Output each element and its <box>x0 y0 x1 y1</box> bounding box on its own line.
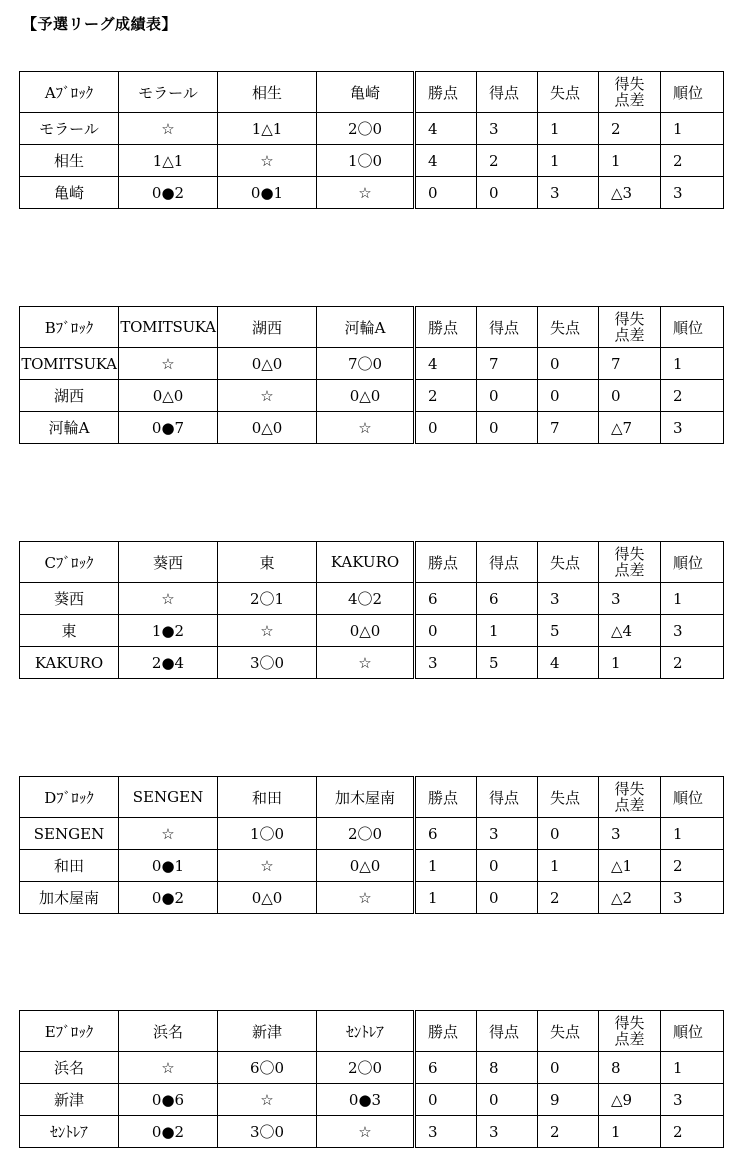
goals-for-header: 得点 <box>477 72 538 113</box>
rank-header: 順位 <box>661 1011 724 1052</box>
points-value: 0 <box>415 177 477 209</box>
goals-against-header: 失点 <box>538 72 599 113</box>
match-result: 6〇0 <box>218 1052 317 1084</box>
goals-for-value: 8 <box>477 1052 538 1084</box>
team-name: 東 <box>20 615 119 647</box>
goals-for-value: 0 <box>477 850 538 882</box>
match-result: 2〇0 <box>317 113 415 145</box>
block-a-table <box>19 71 724 209</box>
goals-for-value: 0 <box>477 412 538 444</box>
table-row <box>20 850 724 882</box>
goals-against-value: 0 <box>538 380 599 412</box>
goals-for-value: 0 <box>477 380 538 412</box>
goal-diff-value: △1 <box>599 850 661 882</box>
goals-against-value: 1 <box>538 113 599 145</box>
match-result: 0△0 <box>317 615 415 647</box>
block-label: Cﾌﾞﾛｯｸ <box>20 542 119 583</box>
opponent-header: 和田 <box>218 777 317 818</box>
goals-against-header: 失点 <box>538 307 599 348</box>
goal-diff-value: 1 <box>599 1116 661 1148</box>
goal-diff-value: △7 <box>599 412 661 444</box>
goals-against-header: 失点 <box>538 1011 599 1052</box>
match-result: ☆ <box>218 850 317 882</box>
match-result: 0△0 <box>119 380 218 412</box>
goals-for-value: 3 <box>477 1116 538 1148</box>
points-value: 2 <box>415 380 477 412</box>
team-name: SENGEN <box>20 818 119 850</box>
block-label: Aﾌﾞﾛｯｸ <box>20 72 119 113</box>
match-result: 0●2 <box>119 1116 218 1148</box>
match-result: 0●3 <box>317 1084 415 1116</box>
match-result: ☆ <box>119 1052 218 1084</box>
goal-diff-header-text: 点差 <box>614 560 645 579</box>
match-result: 1〇0 <box>218 818 317 850</box>
rank-header: 順位 <box>661 72 724 113</box>
rank-value: 2 <box>661 1116 724 1148</box>
goals-against-value: 7 <box>538 412 599 444</box>
points-header: 勝点 <box>415 307 477 348</box>
goal-diff-value: 2 <box>599 113 661 145</box>
goal-diff-value: 0 <box>599 380 661 412</box>
rank-value: 1 <box>661 1052 724 1084</box>
goals-for-header: 得点 <box>477 542 538 583</box>
match-result: ☆ <box>218 145 317 177</box>
table-row <box>20 647 724 679</box>
team-name: 浜名 <box>20 1052 119 1084</box>
opponent-header: 湖西 <box>218 307 317 348</box>
rank-value: 2 <box>661 647 724 679</box>
goal-diff-value: 7 <box>599 348 661 380</box>
match-result: 2〇1 <box>218 583 317 615</box>
match-result: ☆ <box>119 818 218 850</box>
match-result: 0●2 <box>119 177 218 209</box>
points-value: 0 <box>415 615 477 647</box>
goal-diff-value: △4 <box>599 615 661 647</box>
block-b-table <box>19 306 724 444</box>
rank-value: 3 <box>661 615 724 647</box>
goal-diff-header <box>599 307 661 348</box>
match-result: ☆ <box>218 615 317 647</box>
goals-against-value: 1 <box>538 145 599 177</box>
opponent-header: 新津 <box>218 1011 317 1052</box>
table-row <box>20 818 724 850</box>
team-name: モラール <box>20 113 119 145</box>
goal-diff-value: △9 <box>599 1084 661 1116</box>
block-d-table <box>19 776 724 914</box>
goals-for-value: 3 <box>477 818 538 850</box>
points-value: 4 <box>415 348 477 380</box>
table-row <box>20 412 724 444</box>
goals-against-value: 9 <box>538 1084 599 1116</box>
match-result: ☆ <box>317 647 415 679</box>
goals-for-value: 7 <box>477 348 538 380</box>
block-e-table <box>19 1010 724 1148</box>
block-label: Dﾌﾞﾛｯｸ <box>20 777 119 818</box>
opponent-header: モラール <box>119 72 218 113</box>
goal-diff-header <box>599 72 661 113</box>
rank-value: 3 <box>661 412 724 444</box>
team-name: 相生 <box>20 145 119 177</box>
team-name: 新津 <box>20 1084 119 1116</box>
points-value: 6 <box>415 583 477 615</box>
team-name: 河輪A <box>20 412 119 444</box>
team-name: 和田 <box>20 850 119 882</box>
team-name: 湖西 <box>20 380 119 412</box>
goals-for-value: 6 <box>477 583 538 615</box>
table-row <box>20 145 724 177</box>
match-result: 0●1 <box>218 177 317 209</box>
points-header: 勝点 <box>415 1011 477 1052</box>
header-row <box>20 307 724 348</box>
block-label: Eﾌﾞﾛｯｸ <box>20 1011 119 1052</box>
goals-for-header: 得点 <box>477 777 538 818</box>
rank-value: 1 <box>661 818 724 850</box>
opponent-header: 相生 <box>218 72 317 113</box>
match-result: 2●4 <box>119 647 218 679</box>
goals-for-header: 得点 <box>477 1011 538 1052</box>
match-result: ☆ <box>317 1116 415 1148</box>
rank-header: 順位 <box>661 542 724 583</box>
goal-diff-header-text: 点差 <box>614 795 645 814</box>
goals-against-value: 1 <box>538 850 599 882</box>
goal-diff-value: 8 <box>599 1052 661 1084</box>
goals-for-value: 0 <box>477 177 538 209</box>
opponent-header: 河輪A <box>317 307 415 348</box>
goal-diff-header-text: 得失 <box>614 309 645 328</box>
match-result: ☆ <box>317 882 415 914</box>
rank-value: 1 <box>661 113 724 145</box>
points-value: 4 <box>415 113 477 145</box>
table-row <box>20 177 724 209</box>
points-header: 勝点 <box>415 777 477 818</box>
match-result: 2〇0 <box>317 1052 415 1084</box>
goal-diff-header-text: 得失 <box>614 1013 645 1032</box>
match-result: 4〇2 <box>317 583 415 615</box>
goal-diff-header-text: 点差 <box>614 1029 645 1048</box>
opponent-header: 浜名 <box>119 1011 218 1052</box>
goal-diff-value: 1 <box>599 647 661 679</box>
points-header: 勝点 <box>415 542 477 583</box>
match-result: 2〇0 <box>317 818 415 850</box>
goals-against-header: 失点 <box>538 777 599 818</box>
match-result: 0●6 <box>119 1084 218 1116</box>
opponent-header: 葵西 <box>119 542 218 583</box>
team-name: 葵西 <box>20 583 119 615</box>
team-name: ｾﾝﾄﾚｱ <box>20 1116 119 1148</box>
goals-for-value: 3 <box>477 113 538 145</box>
points-value: 6 <box>415 818 477 850</box>
rank-value: 1 <box>661 348 724 380</box>
match-result: 0△0 <box>218 882 317 914</box>
rank-header: 順位 <box>661 307 724 348</box>
goal-diff-value: 3 <box>599 818 661 850</box>
points-value: 6 <box>415 1052 477 1084</box>
match-result: ☆ <box>218 1084 317 1116</box>
opponent-header: SENGEN <box>119 777 218 818</box>
team-name: KAKURO <box>20 647 119 679</box>
match-result: 1●2 <box>119 615 218 647</box>
goal-diff-header-text: 点差 <box>614 90 645 109</box>
opponent-header: 加木屋南 <box>317 777 415 818</box>
match-result: 7〇0 <box>317 348 415 380</box>
match-result: 1△1 <box>119 145 218 177</box>
match-result: 3〇0 <box>218 647 317 679</box>
header-row <box>20 542 724 583</box>
header-row <box>20 777 724 818</box>
points-value: 3 <box>415 1116 477 1148</box>
opponent-header: KAKURO <box>317 542 415 583</box>
rank-value: 3 <box>661 882 724 914</box>
goals-against-value: 0 <box>538 348 599 380</box>
goals-for-value: 1 <box>477 615 538 647</box>
goal-diff-header-text: 得失 <box>614 74 645 93</box>
table-row <box>20 615 724 647</box>
points-value: 0 <box>415 412 477 444</box>
goals-against-value: 2 <box>538 882 599 914</box>
block-c-table <box>19 541 724 679</box>
header-row <box>20 1011 724 1052</box>
goal-diff-header-text: 点差 <box>614 325 645 344</box>
goal-diff-header <box>599 777 661 818</box>
match-result: 0△0 <box>317 850 415 882</box>
rank-value: 1 <box>661 583 724 615</box>
opponent-header: TOMITSUKA <box>119 307 218 348</box>
rank-value: 2 <box>661 850 724 882</box>
goals-against-value: 3 <box>538 583 599 615</box>
match-result: ☆ <box>218 380 317 412</box>
match-result: 1△1 <box>218 113 317 145</box>
goal-diff-header-text: 得失 <box>614 544 645 563</box>
points-value: 4 <box>415 145 477 177</box>
goals-against-value: 5 <box>538 615 599 647</box>
match-result: 0●1 <box>119 850 218 882</box>
points-value: 1 <box>415 882 477 914</box>
opponent-header: 亀崎 <box>317 72 415 113</box>
goals-for-header: 得点 <box>477 307 538 348</box>
rank-header: 順位 <box>661 777 724 818</box>
match-result: ☆ <box>119 583 218 615</box>
match-result: 3〇0 <box>218 1116 317 1148</box>
block-label: Bﾌﾞﾛｯｸ <box>20 307 119 348</box>
team-name: 亀崎 <box>20 177 119 209</box>
match-result: 0●7 <box>119 412 218 444</box>
goals-for-value: 0 <box>477 882 538 914</box>
table-row <box>20 583 724 615</box>
table-row <box>20 113 724 145</box>
match-result: ☆ <box>317 177 415 209</box>
goals-against-value: 3 <box>538 177 599 209</box>
goals-against-value: 4 <box>538 647 599 679</box>
goals-for-value: 2 <box>477 145 538 177</box>
match-result: 0△0 <box>218 348 317 380</box>
match-result: 0●2 <box>119 882 218 914</box>
table-row <box>20 1116 724 1148</box>
team-name: 加木屋南 <box>20 882 119 914</box>
rank-value: 2 <box>661 380 724 412</box>
goal-diff-header-text: 得失 <box>614 779 645 798</box>
match-result: 1〇0 <box>317 145 415 177</box>
table-row <box>20 882 724 914</box>
team-name: TOMITSUKA <box>20 348 119 380</box>
table-row <box>20 380 724 412</box>
points-value: 1 <box>415 850 477 882</box>
goals-against-value: 0 <box>538 818 599 850</box>
match-result: 0△0 <box>317 380 415 412</box>
goals-against-value: 2 <box>538 1116 599 1148</box>
goal-diff-value: △3 <box>599 177 661 209</box>
goal-diff-value: 3 <box>599 583 661 615</box>
opponent-header: 東 <box>218 542 317 583</box>
goal-diff-value: 1 <box>599 145 661 177</box>
match-result: 0△0 <box>218 412 317 444</box>
goal-diff-header <box>599 1011 661 1052</box>
opponent-header: ｾﾝﾄﾚｱ <box>317 1011 415 1052</box>
table-row <box>20 1084 724 1116</box>
goal-diff-header <box>599 542 661 583</box>
points-header: 勝点 <box>415 72 477 113</box>
table-row <box>20 348 724 380</box>
goal-diff-value: △2 <box>599 882 661 914</box>
rank-value: 2 <box>661 145 724 177</box>
match-result: ☆ <box>119 348 218 380</box>
page-title: 【予選リーグ成績表】 <box>22 15 178 33</box>
goals-against-value: 0 <box>538 1052 599 1084</box>
rank-value: 3 <box>661 1084 724 1116</box>
goals-for-value: 0 <box>477 1084 538 1116</box>
match-result: ☆ <box>317 412 415 444</box>
points-value: 3 <box>415 647 477 679</box>
rank-value: 3 <box>661 177 724 209</box>
goals-against-header: 失点 <box>538 542 599 583</box>
points-value: 0 <box>415 1084 477 1116</box>
header-row <box>20 72 724 113</box>
goals-for-value: 5 <box>477 647 538 679</box>
table-row <box>20 1052 724 1084</box>
match-result: ☆ <box>119 113 218 145</box>
